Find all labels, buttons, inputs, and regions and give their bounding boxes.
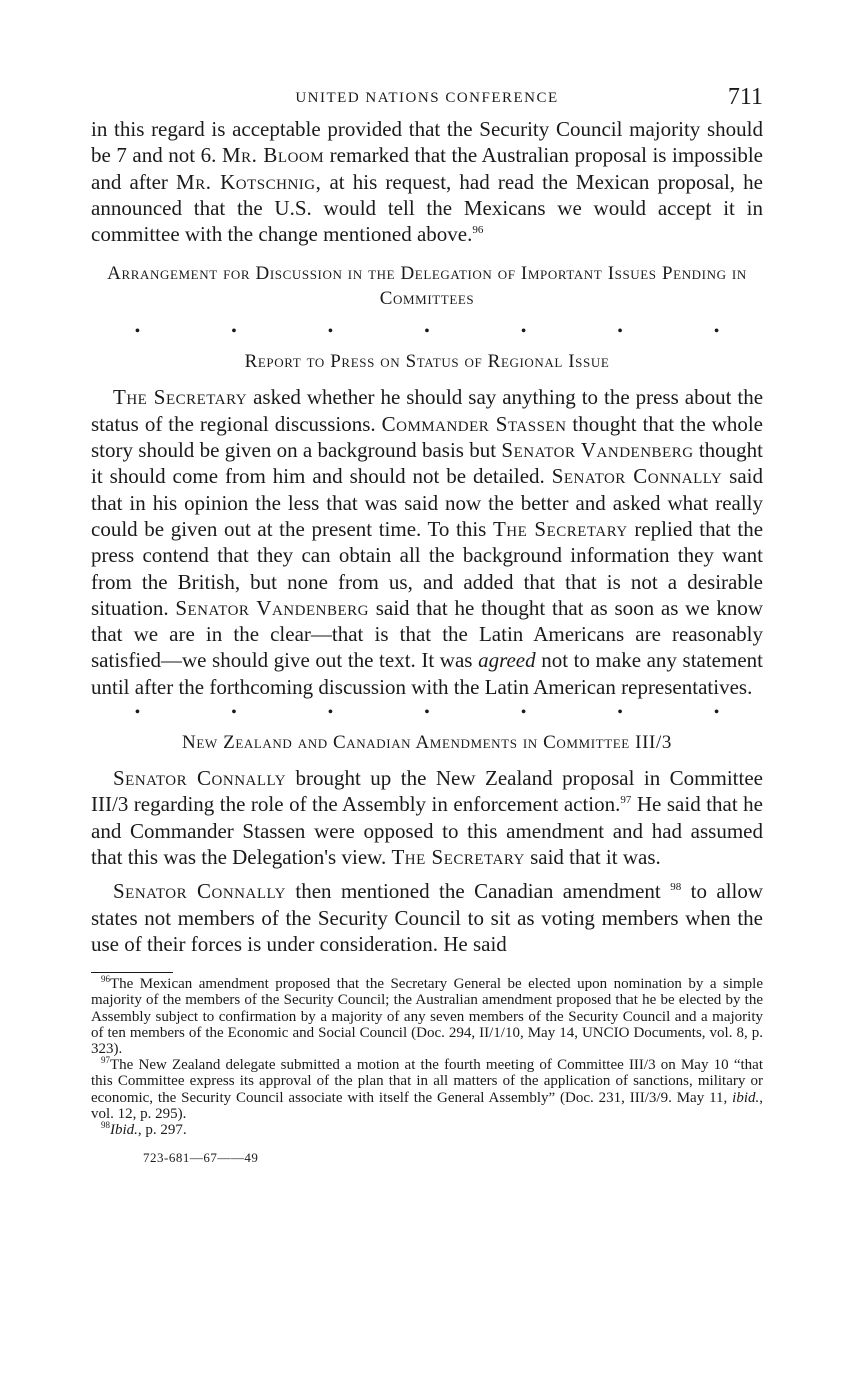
- footnote-text: The Mexican amendment proposed that the Secretary General be elected upon nomination by a simple majority of the members of the Security Council; the Australian amendment proposed that he be elected by the Assembly subject to confirmation by a majority of any seven members of the Security Council and a majority of ten members of the Economic and Social Council (Doc. 294, II/1/10, May 14, UNCIO Documents, vol. 8, p. 323).: [91, 976, 763, 1057]
- elision-dot: •: [231, 324, 237, 340]
- p2-text-7: not to make any statement until after the forthcoming discussion with the Latin American representatives.: [91, 648, 763, 699]
- footnote-number: 97: [101, 1055, 110, 1066]
- footnote-ibid: ibid.: [732, 1089, 760, 1106]
- footnote-97: [91, 1057, 763, 1122]
- footnote-text: , p. 297.: [137, 1121, 187, 1138]
- speaker-vandenberg: Senator Vandenberg: [501, 438, 694, 463]
- elision-dot: •: [231, 705, 237, 721]
- speaker-secretary: The Secretary: [492, 516, 628, 541]
- speaker-stassen: Commander Stassen: [381, 411, 567, 436]
- footnote-ref-98: 98: [670, 881, 682, 894]
- print-code: 723-681—67——49: [143, 1150, 259, 1166]
- speaker-connally: Senator Connally: [113, 766, 287, 791]
- p2-text-1: asked whether he should say anything to the press about the status of the regional discussions.: [91, 385, 764, 436]
- emphasis-agreed: agreed: [478, 648, 536, 673]
- elision-dot: •: [135, 705, 140, 721]
- footnote-rule: [91, 972, 173, 973]
- footnote-text: The New Zealand delegate submitted a motion at the fourth meeting of Committee III/3 on May 10 “that this Committee express its approval of the plan that in all matters of the application of sanctions, military or economic, the Security Council associate with itself the General Assembly” (Doc. 231, III/3/9. May 11,: [91, 1057, 763, 1106]
- p4-text-2: to allow states not members of the Security Council to sit as voting members when the use of their forces is under consideration. He said: [91, 879, 764, 956]
- p2-text-2: thought that the whole story should be given on a background basis but: [91, 411, 763, 463]
- running-header: [91, 82, 763, 116]
- running-title: UNITED NATIONS CONFERENCE: [295, 90, 559, 106]
- elision-dots: [91, 325, 763, 339]
- elision-dot: •: [714, 324, 719, 340]
- elision-dot: •: [521, 324, 526, 340]
- elision-dot: •: [617, 324, 623, 340]
- p3-text-3: said that it was.: [530, 844, 661, 869]
- footnote-number: 96: [101, 974, 110, 985]
- elision-dot: •: [521, 705, 526, 721]
- footnote-ref-96: 96: [472, 224, 484, 237]
- speaker-bloom: Mr. Bloom: [221, 143, 325, 168]
- p2-text-3: thought it should come from him and should not be detailed.: [91, 438, 764, 489]
- p2-text-6: said that he thought that as soon as we know that we are in the clear—that is that the Latin Americans are reasonably satisfied—we should give out the text. It was: [91, 595, 764, 673]
- speaker-vandenberg: Senator Vandenberg: [175, 595, 369, 620]
- footnote-98: [91, 1119, 763, 1138]
- p1-text-b: remarked that the Australian proposal is impossible and after: [91, 143, 763, 194]
- speaker-connally: Senator Connally: [113, 879, 286, 904]
- speaker-connally: Senator Connally: [551, 464, 723, 489]
- footnote-ibid: Ibid.: [110, 1121, 138, 1138]
- p2-text-4: said that in his opinion the less that was said now the better and asked what really could be given out at the present time. To this: [91, 464, 763, 541]
- p3-text-1: brought up the New Zealand proposal in Committee III/3 regarding the role of the Assembly in enforcement action.: [91, 766, 763, 817]
- page-number: 711: [727, 84, 763, 110]
- speaker-secretary: The Secretary: [113, 385, 248, 410]
- elision-dot: •: [328, 324, 333, 340]
- section-heading-arrangement: Arrangement for Discussion in the Delegation of Important Issues Pending in Committees: [107, 263, 747, 310]
- elision-dot: •: [714, 705, 719, 721]
- elision-dot: •: [424, 705, 430, 721]
- heading-text: New Zealand and Canadian Amendments in Committee: [182, 732, 630, 754]
- p2-text-5: replied that the press contend that they can obtain all the background information they want from the British, but none from us, and added that that is not a desirable situation.: [91, 516, 764, 620]
- footnote-text-tail: , vol. 12, p. 295).: [91, 1089, 763, 1122]
- elision-dot: •: [328, 705, 333, 721]
- footnote-number: 98: [101, 1119, 110, 1130]
- elision-dot: •: [617, 705, 623, 721]
- document-page: [91, 82, 763, 1166]
- paragraph-report-to-press: [91, 384, 763, 700]
- p4-text-1: then mentioned the Canadian amendment: [295, 879, 661, 904]
- elision-dot: •: [135, 324, 140, 340]
- speaker-kotschnig: Mr. Kotschnig,: [176, 169, 322, 194]
- elision-dot: •: [424, 324, 430, 340]
- p3-text-2: He said that he and Commander Stassen were opposed to this amendment and had assumed that this was the Delegation's view.: [91, 792, 764, 869]
- speaker-secretary: The Secretary: [391, 844, 525, 869]
- paragraph-canadian: [91, 878, 763, 957]
- paragraph-new-zealand: [91, 765, 763, 870]
- paragraph-continued: [91, 116, 763, 247]
- p1-text-a: in this regard is acceptable provided that the Security Council majority should be 7 and not 6.: [91, 117, 763, 168]
- section-heading-amendments: [91, 730, 763, 755]
- section-heading-report-to-press: Report to Press on Status of Regional Issue: [244, 351, 610, 373]
- elision-dots: [91, 706, 763, 720]
- footnote-ref-97: 97: [620, 794, 632, 807]
- heading-committee-number: III/3: [635, 732, 672, 754]
- footnote-96: [91, 976, 763, 1057]
- p1-text-c: at his request, had read the Mexican proposal, he announced that the U.S. would tell the Mexicans we would accept it in committee with the change mentioned above.: [91, 169, 763, 247]
